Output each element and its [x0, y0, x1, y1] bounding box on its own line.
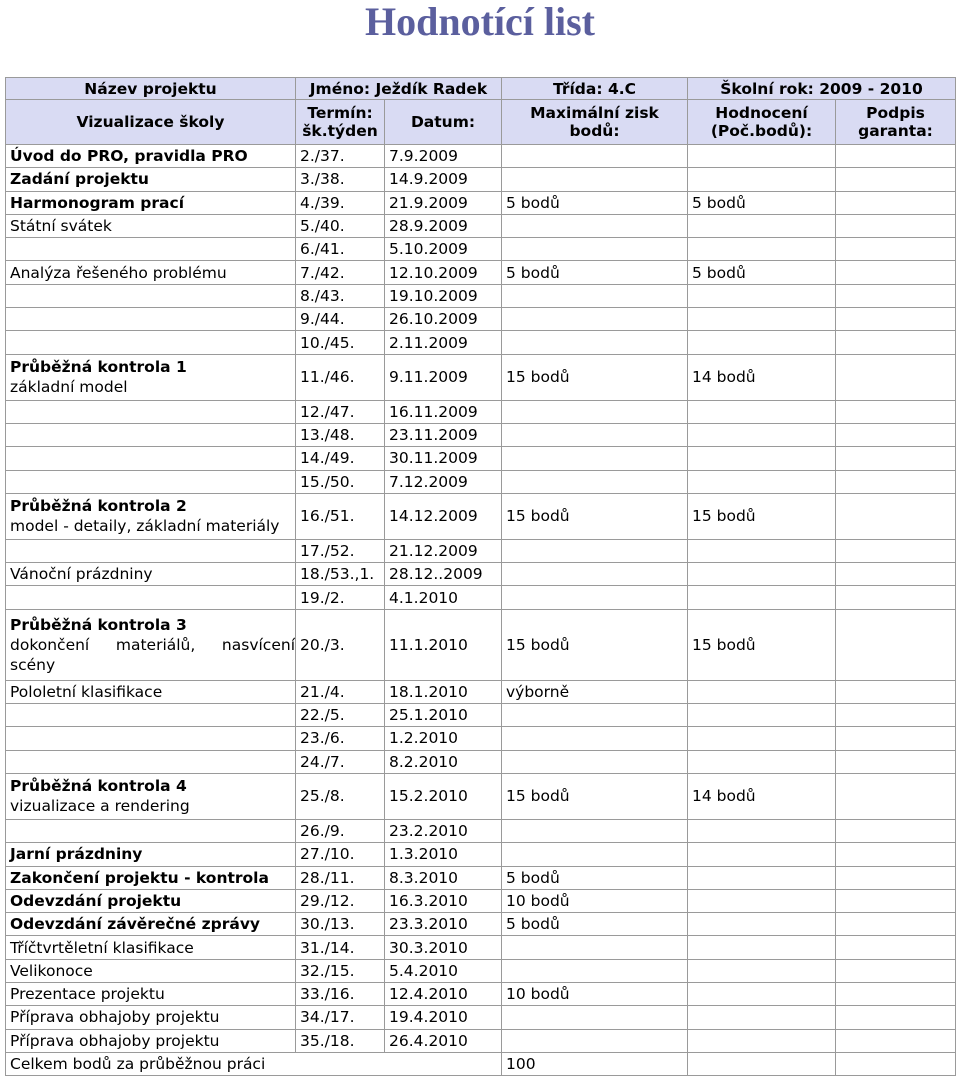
total-row: [6, 1052, 956, 1075]
date-cell: 23.3.2010: [385, 913, 502, 936]
week-cell: 32./15.: [296, 959, 385, 982]
max-points-cell: [502, 959, 688, 982]
school-year: Školní rok: 2009 - 2010: [688, 78, 956, 100]
date-cell: 16.3.2010: [385, 889, 502, 912]
week-cell: 24./7.: [296, 750, 385, 773]
date-cell: 25.1.2010: [385, 704, 502, 727]
table-row: [6, 773, 956, 819]
signature-cell: [836, 819, 956, 842]
date-cell: 23.11.2009: [385, 423, 502, 446]
date-cell: 5.10.2009: [385, 238, 502, 261]
activity-cell: Průběžná kontrola 2 model - detaily, základní materiály: [6, 493, 296, 539]
table-row: [6, 1006, 956, 1029]
activity-cell: Průběžná kontrola 3 dokončení materiálů, nasvícení scény: [6, 609, 296, 680]
date-cell: 28.9.2009: [385, 214, 502, 237]
max-points-cell: [502, 470, 688, 493]
student-name: Jméno: Ježdík Radek: [296, 78, 502, 100]
date-cell: 19.4.2010: [385, 1006, 502, 1029]
max-points-cell: 10 bodů: [502, 889, 688, 912]
week-cell: 27./10.: [296, 843, 385, 866]
max-points-cell: 5 bodů: [502, 261, 688, 284]
activity-cell: Jarní prázdniny: [6, 843, 296, 866]
date-cell: 12.10.2009: [385, 261, 502, 284]
date-cell: 16.11.2009: [385, 400, 502, 423]
table-row: [6, 866, 956, 889]
evaluation-cell: [688, 843, 836, 866]
signature-cell: [836, 773, 956, 819]
evaluation-cell: [688, 400, 836, 423]
date-cell: 8.2.2010: [385, 750, 502, 773]
evaluation-cell: [688, 238, 836, 261]
max-points-cell: 15 bodů: [502, 354, 688, 400]
evaluation-cell: 15 bodů: [688, 493, 836, 539]
date-cell: 21.12.2009: [385, 539, 502, 562]
week-cell: 23./6.: [296, 727, 385, 750]
max-points-cell: [502, 936, 688, 959]
max-points-cell: 15 bodů: [502, 609, 688, 680]
evaluation-cell: [688, 447, 836, 470]
week-cell: 13./48.: [296, 423, 385, 446]
activity-cell: [6, 308, 296, 331]
max-points-cell: [502, 727, 688, 750]
table-row: [6, 539, 956, 562]
date-cell: 30.3.2010: [385, 936, 502, 959]
activity-cell: Odevzdání projektu: [6, 889, 296, 912]
signature-cell: [836, 936, 956, 959]
table-row: [6, 191, 956, 214]
signature-cell: [836, 539, 956, 562]
table-row: [6, 238, 956, 261]
max-points-cell: 15 bodů: [502, 773, 688, 819]
evaluation-cell: [688, 539, 836, 562]
week-cell: 31./14.: [296, 936, 385, 959]
evaluation-cell: [688, 936, 836, 959]
week-cell: 16./51.: [296, 493, 385, 539]
table-row: [6, 704, 956, 727]
table-row: [6, 936, 956, 959]
activity-cell: [6, 819, 296, 842]
week-cell: 8./43.: [296, 284, 385, 307]
signature-cell: [836, 214, 956, 237]
week-cell: 20./3.: [296, 609, 385, 680]
max-points-cell: [502, 539, 688, 562]
table-row: [6, 470, 956, 493]
evaluation-cell: [688, 704, 836, 727]
column-header-term: Termín: šk.týden: [296, 100, 385, 145]
header-row-2: [6, 100, 956, 145]
max-points-cell: [502, 284, 688, 307]
table-row: [6, 727, 956, 750]
activity-cell: Příprava obhajoby projektu: [6, 1006, 296, 1029]
table-row: [6, 983, 956, 1006]
week-cell: 15./50.: [296, 470, 385, 493]
table-row: [6, 308, 956, 331]
activity-cell: [6, 704, 296, 727]
evaluation-cell: [688, 913, 836, 936]
week-cell: 7./42.: [296, 261, 385, 284]
evaluation-cell: 14 bodů: [688, 773, 836, 819]
signature-cell: [836, 704, 956, 727]
column-header-max-points: Maximální zisk bodů:: [502, 100, 688, 145]
date-cell: 21.9.2009: [385, 191, 502, 214]
project-name-label: Název projektu: [6, 78, 296, 100]
week-cell: 33./16.: [296, 983, 385, 1006]
max-points-cell: [502, 447, 688, 470]
date-cell: 12.4.2010: [385, 983, 502, 1006]
activity-cell: [6, 331, 296, 354]
table-row: [6, 261, 956, 284]
max-points-cell: [502, 238, 688, 261]
activity-cell: [6, 423, 296, 446]
week-cell: 19./2.: [296, 586, 385, 609]
signature-cell: [836, 609, 956, 680]
max-points-cell: [502, 168, 688, 191]
max-points-cell: 5 bodů: [502, 866, 688, 889]
max-points-cell: [502, 819, 688, 842]
evaluation-cell: [688, 423, 836, 446]
evaluation-cell: 15 bodů: [688, 609, 836, 680]
date-cell: 14.9.2009: [385, 168, 502, 191]
date-cell: 15.2.2010: [385, 773, 502, 819]
max-points-cell: [502, 586, 688, 609]
table-row: [6, 1029, 956, 1052]
max-points-cell: [502, 843, 688, 866]
project-title: Vizualizace školy: [6, 100, 296, 145]
table-row: [6, 889, 956, 912]
total-value: 100: [502, 1052, 688, 1075]
signature-cell: [836, 913, 956, 936]
date-cell: 2.11.2009: [385, 331, 502, 354]
evaluation-cell: 5 bodů: [688, 191, 836, 214]
table-row: [6, 563, 956, 586]
evaluation-cell: [688, 470, 836, 493]
table-row: [6, 400, 956, 423]
date-cell: 23.2.2010: [385, 819, 502, 842]
column-header-signature: Podpis garanta:: [836, 100, 956, 145]
table-row: [6, 214, 956, 237]
evaluation-cell: [688, 586, 836, 609]
signature-cell: [836, 400, 956, 423]
signature-cell: [836, 563, 956, 586]
max-points-cell: [502, 145, 688, 168]
max-points-cell: [502, 423, 688, 446]
total-label: Celkem bodů za průběžnou práci: [6, 1052, 502, 1075]
signature-cell: [836, 331, 956, 354]
max-points-cell: [502, 214, 688, 237]
week-cell: 12./47.: [296, 400, 385, 423]
activity-cell: Zakončení projektu - kontrola: [6, 866, 296, 889]
activity-cell: [6, 400, 296, 423]
signature-cell: [836, 493, 956, 539]
activity-cell: Velikonoce: [6, 959, 296, 982]
table-row: [6, 145, 956, 168]
activity-cell: Příprava obhajoby projektu: [6, 1029, 296, 1052]
activity-cell: [6, 238, 296, 261]
evaluation-cell: [688, 983, 836, 1006]
date-cell: 30.11.2009: [385, 447, 502, 470]
signature-cell: [836, 959, 956, 982]
evaluation-table: [5, 77, 956, 1076]
activity-cell: Analýza řešeného problému: [6, 261, 296, 284]
date-cell: 9.11.2009: [385, 354, 502, 400]
date-cell: 19.10.2009: [385, 284, 502, 307]
evaluation-cell: [688, 214, 836, 237]
table-row: [6, 819, 956, 842]
header-row-1: [6, 78, 956, 100]
signature-cell: [836, 586, 956, 609]
date-cell: 11.1.2010: [385, 609, 502, 680]
date-cell: 14.12.2009: [385, 493, 502, 539]
activity-cell: Pololetní klasifikace: [6, 680, 296, 703]
activity-cell: [6, 284, 296, 307]
evaluation-cell: [688, 1006, 836, 1029]
max-points-cell: [502, 331, 688, 354]
week-cell: 11./46.: [296, 354, 385, 400]
activity-cell: Státní svátek: [6, 214, 296, 237]
week-cell: 18./53.,1.: [296, 563, 385, 586]
week-cell: 9./44.: [296, 308, 385, 331]
activity-cell: Odevzdání závěrečné zprávy: [6, 913, 296, 936]
signature-cell: [836, 354, 956, 400]
evaluation-cell: [688, 819, 836, 842]
table-row: [6, 959, 956, 982]
signature-cell: [836, 261, 956, 284]
week-cell: 10./45.: [296, 331, 385, 354]
max-points-cell: [502, 750, 688, 773]
column-header-date: Datum:: [385, 100, 502, 145]
signature-cell: [836, 447, 956, 470]
activity-cell: Úvod do PRO, pravidla PRO: [6, 145, 296, 168]
signature-cell: [836, 238, 956, 261]
signature-cell: [836, 680, 956, 703]
evaluation-cell: [688, 331, 836, 354]
evaluation-cell: [688, 145, 836, 168]
date-cell: 26.10.2009: [385, 308, 502, 331]
signature-cell: [836, 843, 956, 866]
signature-cell: [836, 727, 956, 750]
date-cell: 18.1.2010: [385, 680, 502, 703]
activity-cell: Harmonogram prací: [6, 191, 296, 214]
page-title: Hodnotící list: [364, 0, 596, 44]
signature-cell: [836, 1052, 956, 1075]
max-points-cell: 5 bodů: [502, 913, 688, 936]
activity-cell: Zadání projektu: [6, 168, 296, 191]
signature-cell: [836, 423, 956, 446]
evaluation-cell: [688, 750, 836, 773]
date-cell: 4.1.2010: [385, 586, 502, 609]
evaluation-cell: [688, 1029, 836, 1052]
week-cell: 28./11.: [296, 866, 385, 889]
class-label: Třída: 4.C: [502, 78, 688, 100]
activity-cell: Vánoční prázdniny: [6, 563, 296, 586]
evaluation-cell: [688, 1052, 836, 1075]
week-cell: 22./5.: [296, 704, 385, 727]
activity-cell: [6, 750, 296, 773]
week-cell: 17./52.: [296, 539, 385, 562]
max-points-cell: 15 bodů: [502, 493, 688, 539]
evaluation-cell: [688, 680, 836, 703]
table-row: [6, 680, 956, 703]
signature-cell: [836, 284, 956, 307]
table-row: [6, 423, 956, 446]
table-row: [6, 843, 956, 866]
week-cell: 26./9.: [296, 819, 385, 842]
week-cell: 30./13.: [296, 913, 385, 936]
week-cell: 35./18.: [296, 1029, 385, 1052]
evaluation-cell: [688, 889, 836, 912]
evaluation-cell: [688, 866, 836, 889]
week-cell: 2./37.: [296, 145, 385, 168]
activity-cell: Průběžná kontrola 1 základní model: [6, 354, 296, 400]
evaluation-cell: [688, 168, 836, 191]
max-points-cell: 10 bodů: [502, 983, 688, 1006]
table-row: [6, 447, 956, 470]
signature-cell: [836, 168, 956, 191]
signature-cell: [836, 308, 956, 331]
evaluation-cell: [688, 563, 836, 586]
week-cell: 21./4.: [296, 680, 385, 703]
week-cell: 34./17.: [296, 1006, 385, 1029]
activity-cell: Průběžná kontrola 4 vizualizace a rendering: [6, 773, 296, 819]
evaluation-cell: 5 bodů: [688, 261, 836, 284]
max-points-cell: [502, 400, 688, 423]
signature-cell: [836, 750, 956, 773]
max-points-cell: [502, 1006, 688, 1029]
table-row: [6, 750, 956, 773]
week-cell: 3./38.: [296, 168, 385, 191]
max-points-cell: [502, 563, 688, 586]
max-points-cell: 5 bodů: [502, 191, 688, 214]
table-row: [6, 284, 956, 307]
evaluation-cell: [688, 727, 836, 750]
signature-cell: [836, 866, 956, 889]
date-cell: 1.3.2010: [385, 843, 502, 866]
week-cell: 6./41.: [296, 238, 385, 261]
date-cell: 1.2.2010: [385, 727, 502, 750]
week-cell: 14./49.: [296, 447, 385, 470]
table-row: [6, 913, 956, 936]
max-points-cell: [502, 1029, 688, 1052]
table-row: [6, 609, 956, 680]
table-row: [6, 586, 956, 609]
activity-cell: Prezentace projektu: [6, 983, 296, 1006]
activity-cell: [6, 470, 296, 493]
table-row: [6, 331, 956, 354]
activity-cell: Tříčtvrtěletní klasifikace: [6, 936, 296, 959]
signature-cell: [836, 191, 956, 214]
week-cell: 5./40.: [296, 214, 385, 237]
signature-cell: [836, 889, 956, 912]
activity-cell: [6, 539, 296, 562]
evaluation-cell: [688, 284, 836, 307]
table-row: [6, 493, 956, 539]
activity-cell: [6, 727, 296, 750]
table-row: [6, 168, 956, 191]
signature-cell: [836, 983, 956, 1006]
max-points-cell: [502, 704, 688, 727]
signature-cell: [836, 470, 956, 493]
evaluation-cell: [688, 959, 836, 982]
signature-cell: [836, 1029, 956, 1052]
date-cell: 28.12..2009: [385, 563, 502, 586]
activity-cell: [6, 447, 296, 470]
evaluation-cell: [688, 308, 836, 331]
column-header-evaluation: Hodnocení (Poč.bodů):: [688, 100, 836, 145]
table-row: [6, 354, 956, 400]
date-cell: 5.4.2010: [385, 959, 502, 982]
date-cell: 8.3.2010: [385, 866, 502, 889]
max-points-cell: [502, 308, 688, 331]
date-cell: 7.12.2009: [385, 470, 502, 493]
week-cell: 25./8.: [296, 773, 385, 819]
signature-cell: [836, 1006, 956, 1029]
max-points-cell: výborně: [502, 680, 688, 703]
date-cell: 7.9.2009: [385, 145, 502, 168]
week-cell: 29./12.: [296, 889, 385, 912]
date-cell: 26.4.2010: [385, 1029, 502, 1052]
activity-cell: [6, 586, 296, 609]
week-cell: 4./39.: [296, 191, 385, 214]
signature-cell: [836, 145, 956, 168]
evaluation-cell: 14 bodů: [688, 354, 836, 400]
